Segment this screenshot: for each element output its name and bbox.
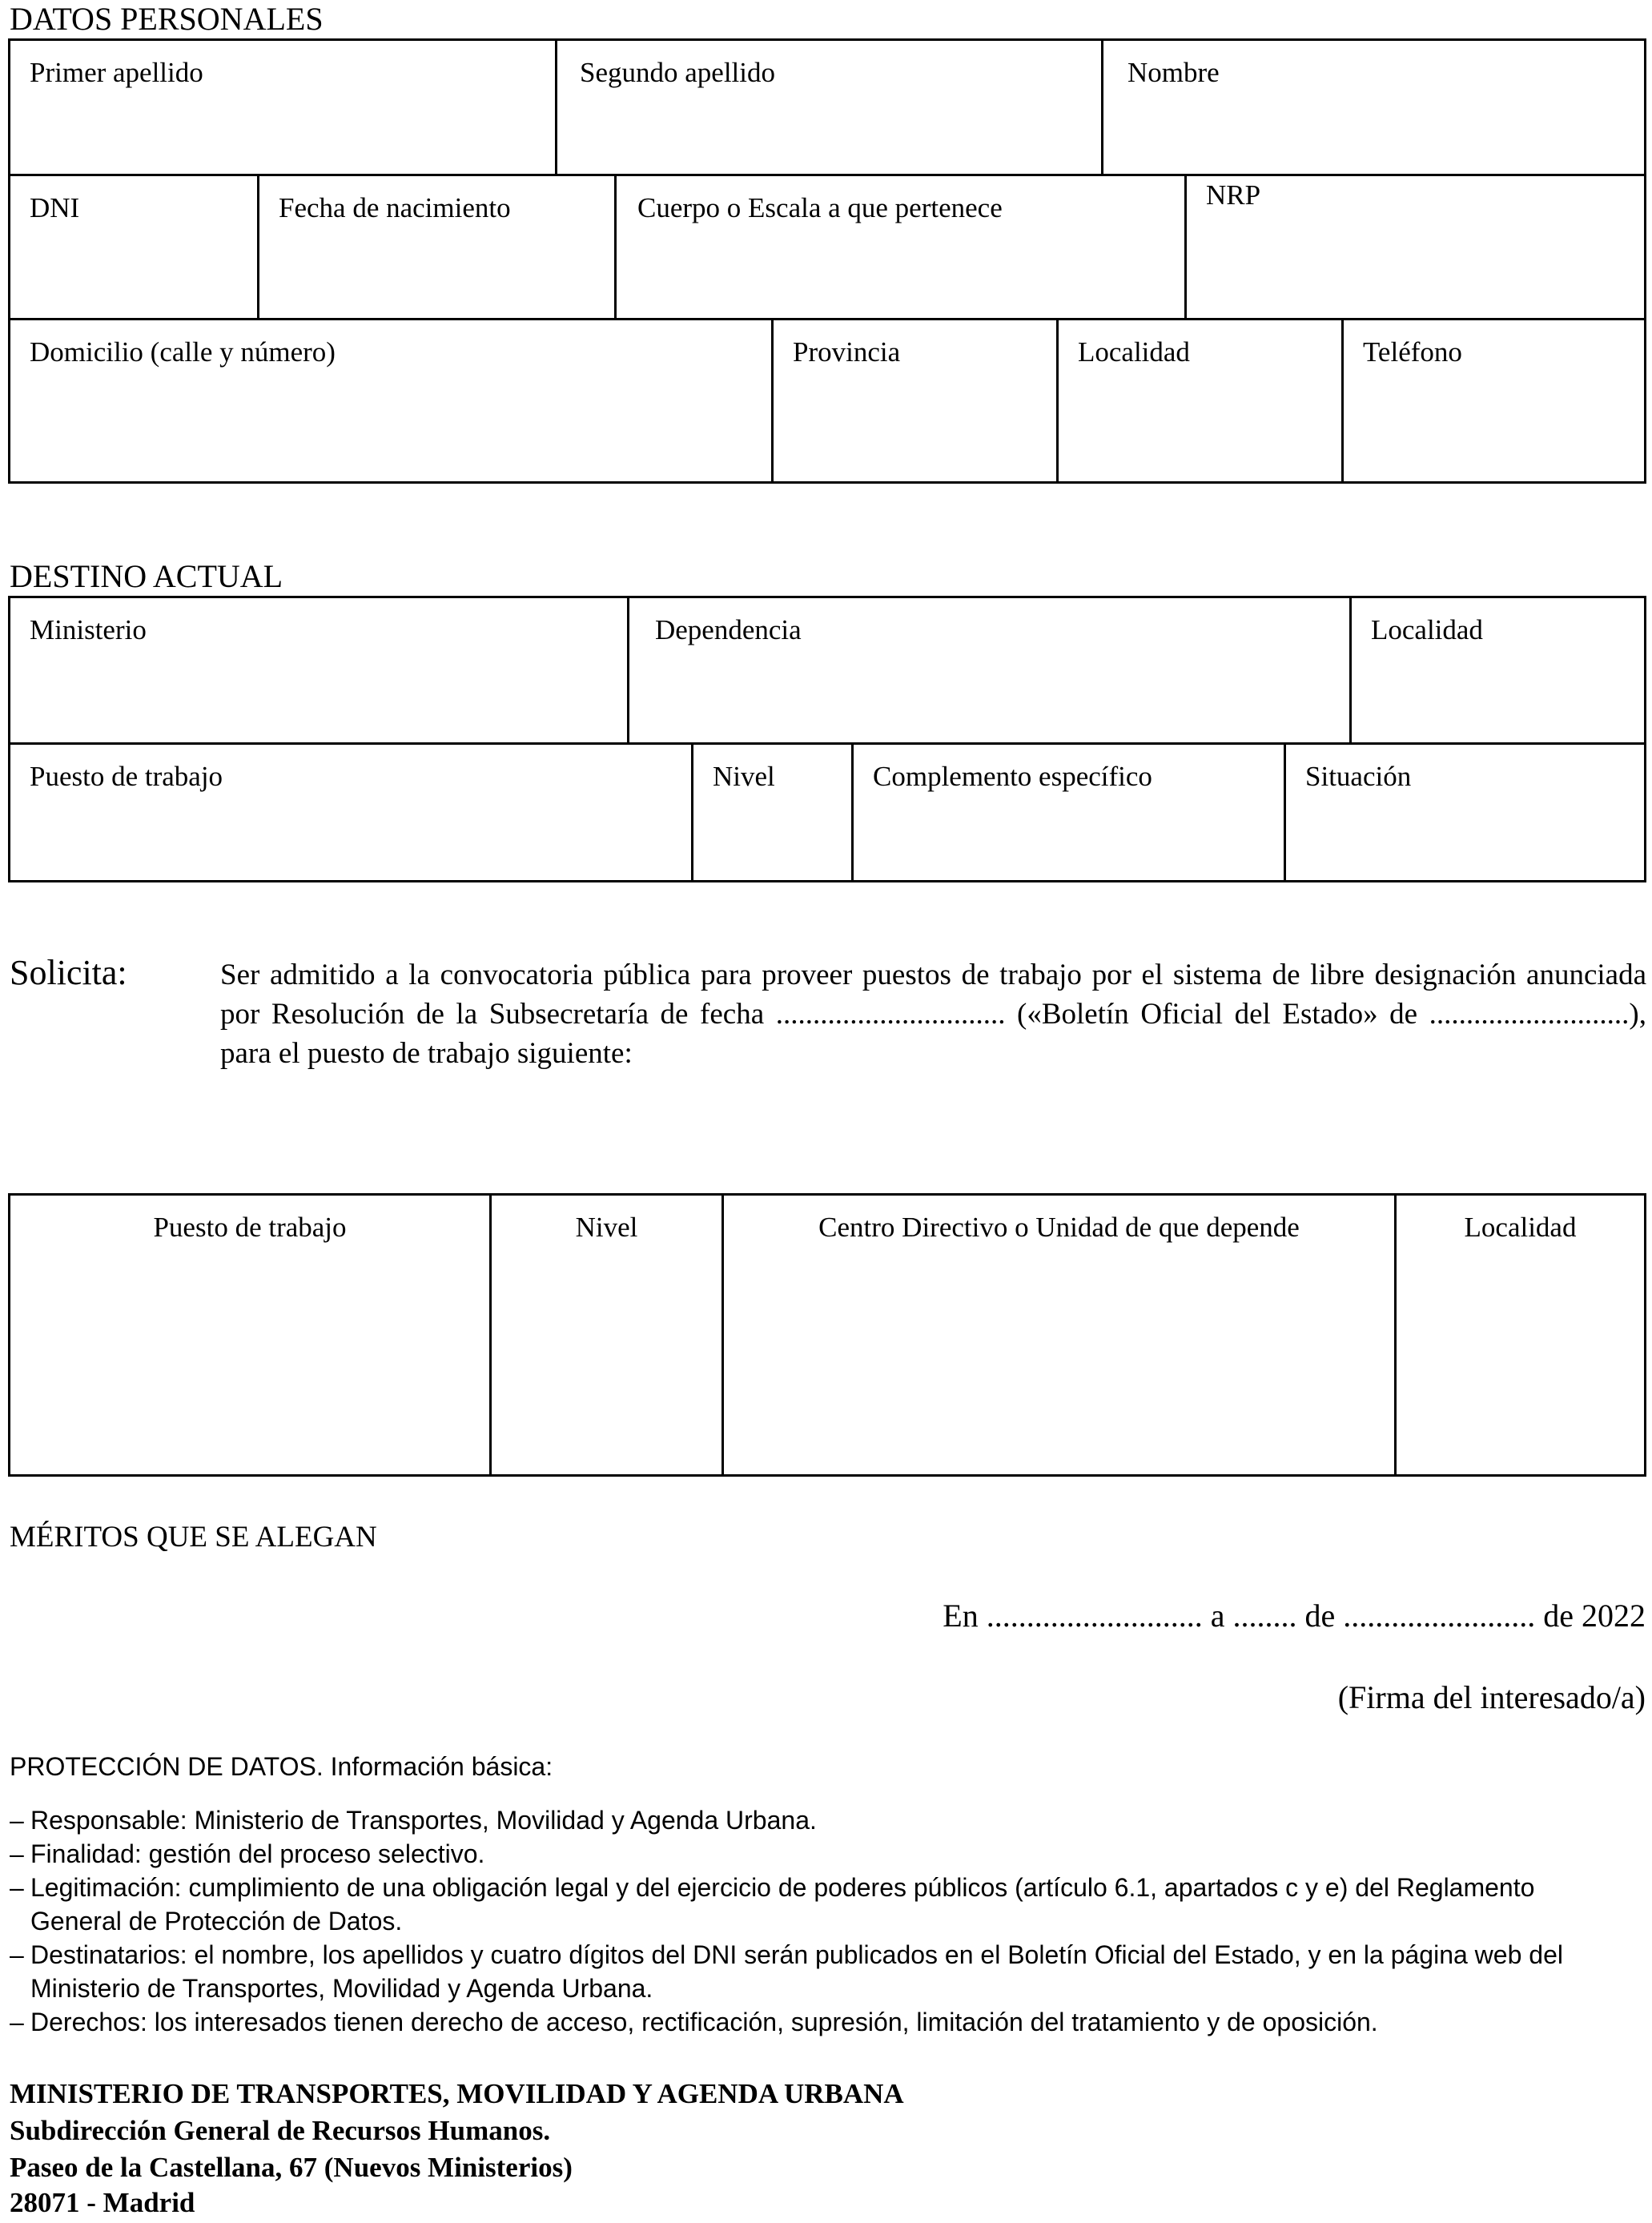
destino-actual-heading: DESTINO ACTUAL	[10, 558, 283, 594]
localidad-field[interactable]	[1059, 320, 1341, 481]
puesto-trabajo-label: Puesto de trabajo	[30, 761, 223, 792]
proteccion-item-text: Responsable: Ministerio de Transportes, Movilidad y Agenda Urbana.	[30, 1806, 817, 1835]
destino-localidad-label: Localidad	[1371, 614, 1483, 645]
proteccion-item-text: Destinatarios: el nombre, los apellidos y cuatro dígitos del DNI serán publicados en el Boletín Oficial del Estado, y en la página web del Ministerio de Transportes, Movilidad y Agenda Urbana.	[30, 1940, 1563, 2003]
nrp-label: NRP	[1206, 179, 1261, 211]
datos-personales-table	[8, 38, 1646, 484]
primer-apellido-label: Primer apellido	[30, 57, 203, 88]
situacion-field[interactable]	[1286, 745, 1644, 880]
footer-ciudad: 28071 - Madrid	[10, 2187, 195, 2218]
list-dash: –	[10, 1806, 24, 1835]
puesto-solicitado-label: Puesto de trabajo	[153, 1212, 347, 1243]
proteccion-item-responsable	[10, 1803, 1563, 1837]
segundo-apellido-label: Segundo apellido	[580, 57, 775, 88]
telefono-label: Teléfono	[1363, 336, 1462, 368]
centro-directivo-field[interactable]	[724, 1196, 1394, 1474]
cuerpo-escala-field[interactable]	[617, 176, 1184, 318]
footer-subdireccion: Subdirección General de Recursos Humanos.	[10, 2115, 551, 2146]
list-dash: –	[10, 1873, 24, 1902]
domicilio-field[interactable]	[10, 320, 771, 481]
localidad-solicitada-label: Localidad	[1464, 1212, 1577, 1243]
destino-actual-table	[8, 596, 1646, 882]
nivel-solicitado-field[interactable]	[492, 1196, 721, 1474]
fecha-nacimiento-label: Fecha de nacimiento	[279, 192, 511, 223]
localidad-solicitada-field[interactable]	[1397, 1196, 1644, 1474]
datos-personales-heading: DATOS PERSONALES	[10, 1, 324, 37]
proteccion-item-text: Finalidad: gestión del proceso selectivo.	[30, 1839, 485, 1868]
proteccion-item-text: Legitimación: cumplimiento de una obligación legal y del ejercicio de poderes públicos (artículo 6.1, apartados c y e) del Reglamento General de Protección de Datos.	[30, 1873, 1535, 1936]
nivel-field[interactable]	[693, 745, 851, 880]
proteccion-item-derechos	[10, 2005, 1563, 2039]
solicita-label: Solicita:	[10, 953, 127, 992]
provincia-field[interactable]	[774, 320, 1056, 481]
solicita-text: Ser admitido a la convocatoria pública para proveer puestos de trabajo por el sistema de libre designación anunciada por Resolución de la Subsecretaría de fecha ............................... («Boletín Oficial del Estado» de ...........................), para el puesto de trabajo siguiente:	[220, 959, 1646, 1070]
dni-label: DNI	[30, 192, 80, 223]
puesto-solicitado-table	[8, 1193, 1646, 1477]
firma-interesado: (Firma del interesado/a)	[1337, 1679, 1646, 1715]
situacion-label: Situación	[1305, 761, 1412, 792]
nombre-label: Nombre	[1127, 57, 1220, 88]
ministerio-field[interactable]	[10, 598, 627, 742]
nombre-field[interactable]	[1103, 41, 1644, 174]
cuerpo-escala-label: Cuerpo o Escala a que pertenece	[637, 192, 1003, 223]
ministerio-label: Ministerio	[30, 614, 147, 645]
list-dash: –	[10, 2008, 24, 2036]
dni-field[interactable]	[10, 176, 257, 318]
dependencia-label: Dependencia	[655, 614, 802, 645]
list-dash: –	[10, 1839, 24, 1868]
puesto-trabajo-field[interactable]	[10, 745, 691, 880]
nivel-label: Nivel	[713, 761, 775, 792]
footer-ministerio: MINISTERIO DE TRANSPORTES, MOVILIDAD Y AGENDA URBANA	[10, 2078, 904, 2109]
proteccion-item-finalidad	[10, 1837, 1563, 1871]
nrp-field[interactable]	[1187, 176, 1644, 318]
proteccion-item-text: Derechos: los interesados tienen derecho de acceso, rectificación, supresión, limitación del tratamiento y de oposición.	[30, 2008, 1378, 2036]
centro-directivo-label: Centro Directivo o Unidad de que depende	[818, 1212, 1300, 1243]
footer-direccion: Paseo de la Castellana, 67 (Nuevos Ministerios)	[10, 2152, 573, 2183]
primer-apellido-field[interactable]	[10, 41, 555, 174]
meritos-heading: MÉRITOS QUE SE ALEGAN	[10, 1521, 377, 1554]
puesto-solicitado-field[interactable]	[10, 1196, 489, 1474]
domicilio-label: Domicilio (calle y número)	[30, 336, 336, 368]
provincia-label: Provincia	[793, 336, 901, 368]
proteccion-datos-heading: PROTECCIÓN DE DATOS. Información básica:	[10, 1752, 553, 1781]
list-dash: –	[10, 1940, 24, 1969]
dependencia-field[interactable]	[629, 598, 1349, 742]
fecha-nacimiento-field[interactable]	[259, 176, 614, 318]
complemento-field[interactable]	[854, 745, 1284, 880]
complemento-label: Complemento específico	[873, 761, 1152, 792]
localidad-label: Localidad	[1078, 336, 1190, 368]
proteccion-item-legitimacion	[10, 1871, 1563, 1938]
destino-localidad-field[interactable]	[1352, 598, 1644, 742]
fecha-lugar-line[interactable]: En ........................... a ........ de ........................ de 2022	[943, 1598, 1646, 1634]
proteccion-item-destinatarios	[10, 1938, 1563, 2005]
nivel-solicitado-label: Nivel	[575, 1212, 638, 1243]
telefono-field[interactable]	[1344, 320, 1644, 481]
segundo-apellido-field[interactable]	[557, 41, 1101, 174]
